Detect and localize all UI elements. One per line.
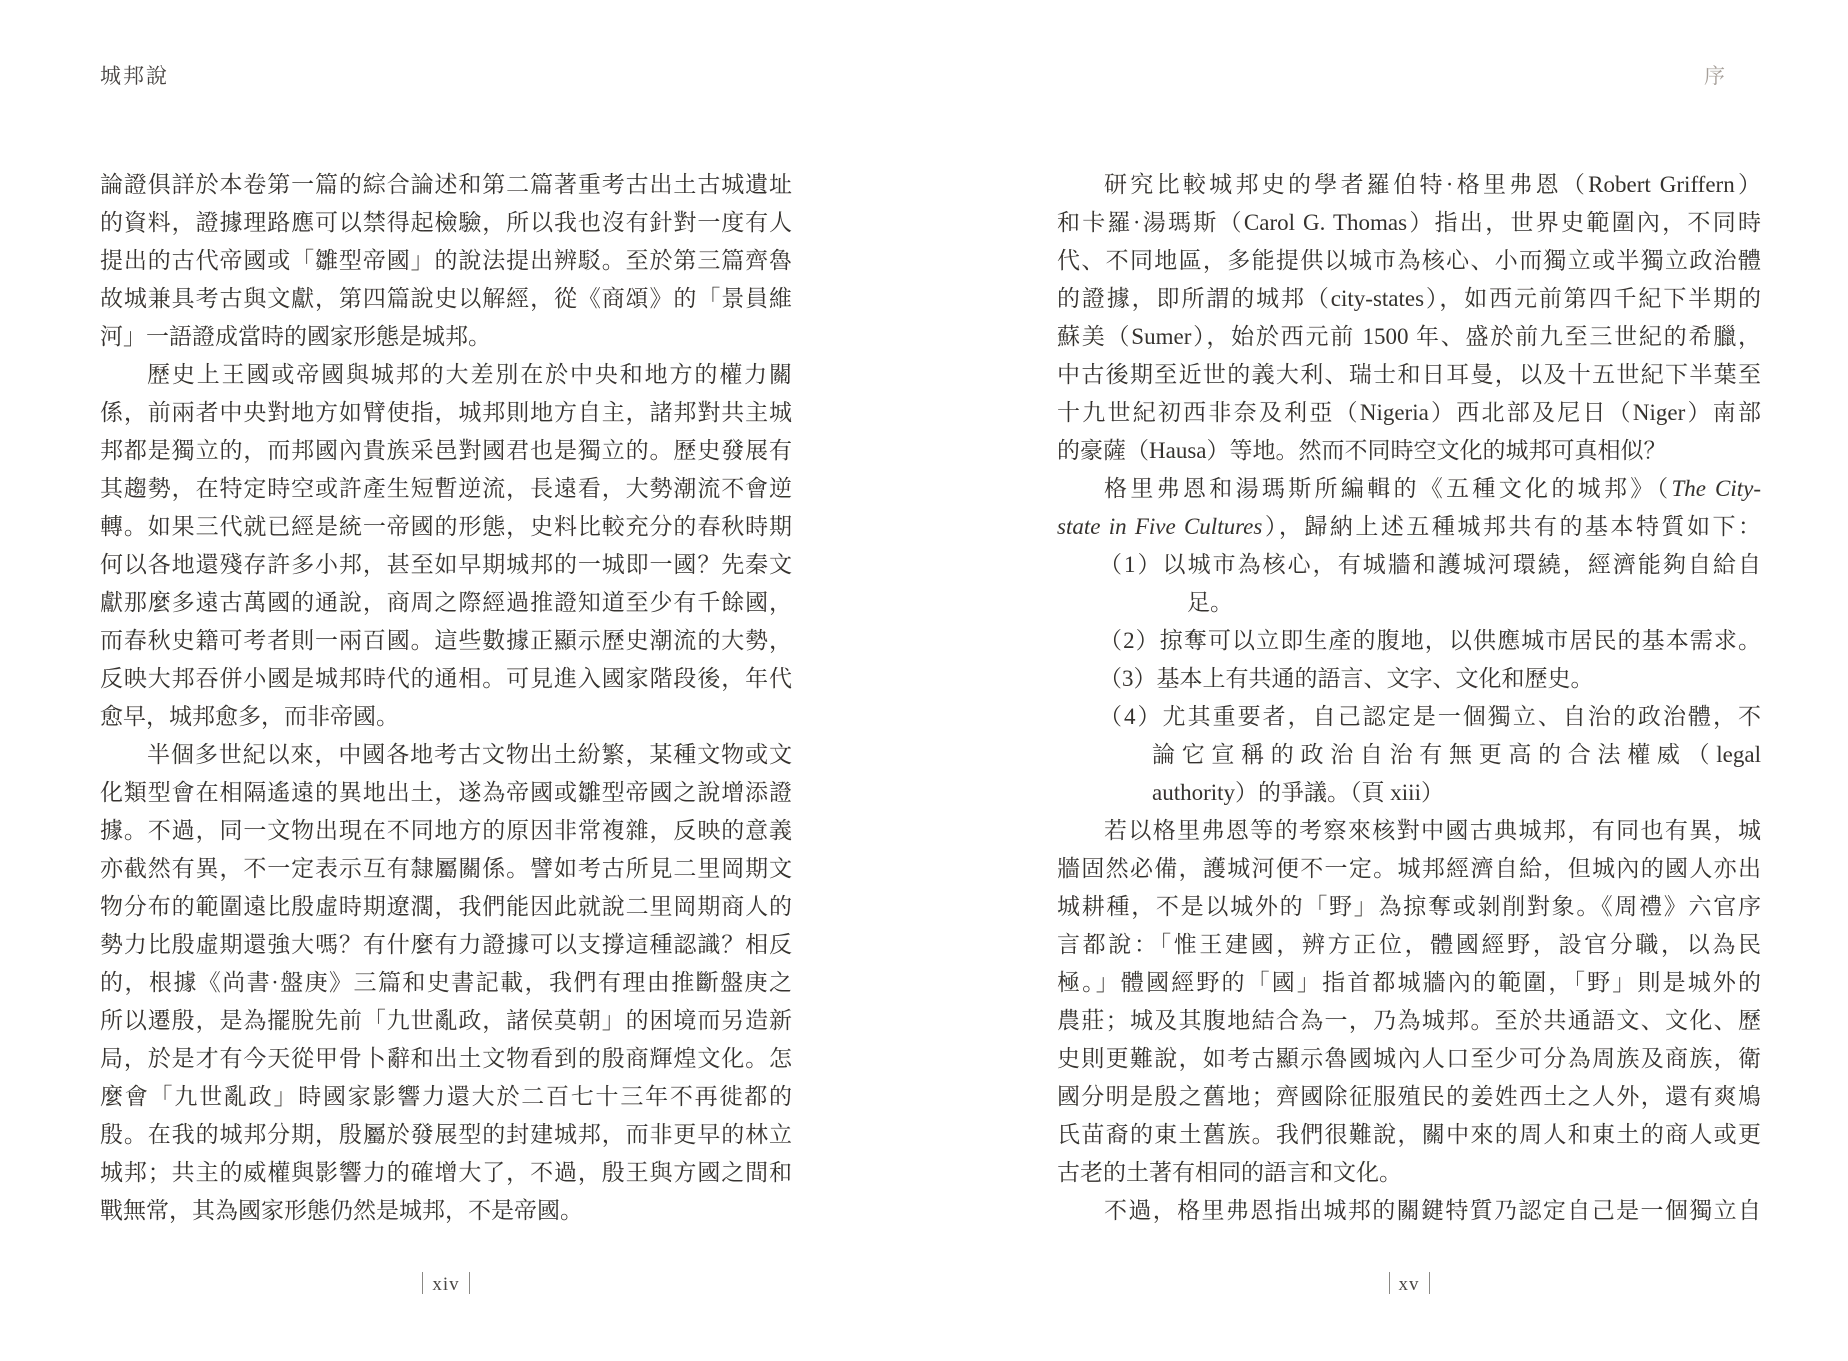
text-segment: 的證據，即所謂的城邦（city-states），如西元前第四千紀下半期的 xyxy=(1057,286,1761,311)
text-line xyxy=(100,242,792,280)
text-segment: 足。 xyxy=(1187,590,1233,615)
text-line xyxy=(1057,432,1761,470)
text-segment: 城耕種，不是以城外的「野」為掠奪或剝削對象。《周禮》六官序 xyxy=(1057,894,1761,919)
text-segment: 愈早，城邦愈多，而非帝國。 xyxy=(100,704,399,729)
text-line xyxy=(1057,166,1761,204)
text-segment: 和卡羅·湯瑪斯（Carol G. Thomas）指出，世界史範圍內，不同時 xyxy=(1057,210,1761,235)
text-segment: 麼會「九世亂政」時國家影響力還大於二百七十三年不再徙都的 xyxy=(100,1084,792,1109)
text-line xyxy=(1057,888,1761,926)
text-segment: ），歸納上述五種城邦共有的基本特質如下： xyxy=(1262,514,1761,539)
page-number-text: xv xyxy=(1398,1274,1420,1295)
text-line xyxy=(1057,622,1761,660)
text-segment: 論證俱詳於本卷第一篇的綜合論述和第二篇著重考古出土古城遺址 xyxy=(100,172,792,197)
page-number-divider xyxy=(1389,1272,1390,1294)
text-line xyxy=(100,698,792,736)
text-segment: 半個多世紀以來，中國各地考古文物出土紛繁，某種文物或文 xyxy=(147,742,792,767)
text-segment: 而春秋史籍可考者則一兩百國。這些數據正顯示歷史潮流的大勢， xyxy=(100,628,792,653)
text-segment: 物分布的範圍遠比殷虛時期遼濶，我們能因此就說二里岡期商人的 xyxy=(100,894,792,919)
text-line xyxy=(1057,356,1761,394)
text-segment: 論它宣稱的政治自治有無更高的合法權威（legal xyxy=(1152,742,1761,767)
text-line xyxy=(1057,394,1761,432)
text-segment: 牆固然必備，護城河便不一定。城邦經濟自給，但城內的國人亦出 xyxy=(1057,856,1761,881)
text-segment: 氏苗裔的東土舊族。我們很難說，關中來的周人和東土的商人或更 xyxy=(1057,1122,1761,1147)
text-segment: 的，根據《尚書·盤庚》三篇和史書記載，我們有理由推斷盤庚之 xyxy=(100,970,792,995)
text-line xyxy=(1057,584,1761,622)
text-segment: 轉。如果三代就已經是統一帝國的形態，史料比較充分的春秋時期 xyxy=(100,514,792,539)
text-segment: （2）掠奪可以立即生產的腹地，以供應城市居民的基本需求。 xyxy=(1099,628,1761,653)
text-segment: 何以各地還殘存許多小邦，甚至如早期城邦的一城即一國？先秦文 xyxy=(100,552,792,577)
text-segment: 提出的古代帝國或「雛型帝國」的說法提出辨駁。至於第三篇齊魯 xyxy=(100,248,792,273)
text-line xyxy=(100,736,792,774)
text-line xyxy=(100,1192,792,1230)
page-number-divider xyxy=(1429,1272,1430,1294)
text-segment: 十九世紀初西非奈及利亞（Nigeria）西北部及尼日（Niger）南部 xyxy=(1057,400,1761,425)
text-line xyxy=(1057,242,1761,280)
text-line xyxy=(100,356,792,394)
text-line xyxy=(100,432,792,470)
text-line xyxy=(1057,850,1761,888)
book-page-left xyxy=(100,0,792,1361)
text-line xyxy=(1057,318,1761,356)
text-line xyxy=(1057,698,1761,736)
book-page-right xyxy=(1057,0,1761,1361)
text-line xyxy=(100,546,792,584)
text-segment: 亦截然有異，不一定表示互有隸屬關係。譬如考古所見二里岡期文 xyxy=(100,856,792,881)
running-header-right: 序 xyxy=(1704,64,1727,88)
page-number-text: xiv xyxy=(432,1274,460,1295)
text-segment: 古老的土著有相同的語言和文化。 xyxy=(1057,1160,1402,1185)
text-line xyxy=(100,508,792,546)
text-line xyxy=(100,204,792,242)
text-segment: 局，於是才有今天從甲骨卜辭和出土文物看到的殷商輝煌文化。怎 xyxy=(100,1046,792,1071)
text-line xyxy=(1057,1116,1761,1154)
text-segment: 歷史上王國或帝國與城邦的大差別在於中央和地方的權力關 xyxy=(147,362,792,387)
text-line xyxy=(1057,204,1761,242)
text-line xyxy=(1057,736,1761,774)
text-line xyxy=(1057,546,1761,584)
text-line xyxy=(100,926,792,964)
text-line xyxy=(100,166,792,204)
text-segment: 據。不過，同一文物出現在不同地方的原因非常複雜，反映的意義 xyxy=(100,818,792,843)
text-segment: （3）基本上有共通的語言、文字、文化和歷史。 xyxy=(1099,666,1594,691)
text-segment: 河」一語證成當時的國家形態是城邦。 xyxy=(100,324,491,349)
text-line xyxy=(1057,470,1761,508)
text-segment: 勢力比殷虛期還強大嗎？有什麼有力證據可以支撐這種認識？相反 xyxy=(100,932,792,957)
text-segment: 言都說：「惟王建國，辨方正位，體國經野，設官分職，以為民 xyxy=(1057,932,1761,957)
page-right-lines xyxy=(1057,166,1761,1230)
text-segment: 不過，格里弗恩指出城邦的關鍵特質乃認定自己是一個獨立自 xyxy=(1104,1198,1761,1223)
text-line xyxy=(1057,280,1761,318)
text-segment: 所以遷殷，是為擺脫先前「九世亂政，諸侯莫朝」的困境而另造新 xyxy=(100,1008,792,1033)
text-segment: 中古後期至近世的義大利、瑞士和日耳曼，以及十五世紀下半葉至 xyxy=(1057,362,1761,387)
text-line xyxy=(100,850,792,888)
text-line xyxy=(1057,1192,1761,1230)
text-segment: 研究比較城邦史的學者羅伯特·格里弗恩（Robert Griffern） xyxy=(1104,172,1761,197)
text-segment: 極。」體國經野的「國」指首都城牆內的範圍，「野」則是城外的 xyxy=(1057,970,1761,995)
text-segment: 戰無常，其為國家形態仍然是城邦，不是帝國。 xyxy=(100,1198,583,1223)
text-segment: 係，前兩者中央對地方如臂使指，城邦則地方自主，諸邦對共主城 xyxy=(100,400,792,425)
text-segment: 故城兼具考古與文獻，第四篇說史以解經，從《商頌》的「景員維 xyxy=(100,286,792,311)
text-line xyxy=(100,318,792,356)
text-segment: 殷。在我的城邦分期，殷屬於發展型的封建城邦，而非更早的林立 xyxy=(100,1122,792,1147)
text-line xyxy=(100,774,792,812)
text-line xyxy=(1057,1078,1761,1116)
text-line xyxy=(100,1078,792,1116)
text-segment: 格里弗恩和湯瑪斯所編輯的《五種文化的城邦》（ xyxy=(1104,476,1672,501)
text-line xyxy=(1057,926,1761,964)
text-line xyxy=(100,584,792,622)
text-line xyxy=(1057,774,1761,812)
page-number-left xyxy=(100,1272,792,1296)
text-line xyxy=(100,280,792,318)
text-line xyxy=(100,1002,792,1040)
text-line xyxy=(100,660,792,698)
italic-text: The City- xyxy=(1671,476,1761,501)
text-segment: 的資料，證據理路應可以禁得起檢驗，所以我也沒有針對一度有人 xyxy=(100,210,792,235)
page-number-divider xyxy=(422,1272,423,1294)
text-segment: 農莊；城及其腹地結合為一，乃為城邦。至於共通語文、文化、歷 xyxy=(1057,1008,1761,1033)
text-segment: 的豪薩（Hausa）等地。然而不同時空文化的城邦可真相似？ xyxy=(1057,438,1667,463)
text-segment: 史則更難說，如考古顯示魯國城內人口至少可分為周族及商族，衛 xyxy=(1057,1046,1761,1071)
text-segment: 反映大邦吞併小國是城邦時代的通相。可見進入國家階段後，年代 xyxy=(100,666,792,691)
page-left-lines xyxy=(100,166,792,1230)
text-segment: authority）的爭議。（頁 xiii） xyxy=(1152,780,1444,805)
text-line xyxy=(1057,812,1761,850)
text-segment: 獻那麼多遠古萬國的通說，商周之際經過推證知道至少有千餘國， xyxy=(100,590,792,615)
italic-text: state in Five Cultures xyxy=(1057,514,1263,539)
text-segment: （4）尤其重要者，自己認定是一個獨立、自治的政治體，不 xyxy=(1099,704,1761,729)
text-line xyxy=(1057,1002,1761,1040)
text-segment: 代、不同地區，多能提供以城市為核心、小而獨立或半獨立政治體 xyxy=(1057,248,1761,273)
text-line xyxy=(1057,508,1761,546)
text-line xyxy=(100,1116,792,1154)
text-line xyxy=(100,812,792,850)
text-line xyxy=(1057,1040,1761,1078)
text-segment: 蘇美（Sumer），始於西元前 1500 年、盛於前九至三世紀的希臘， xyxy=(1057,324,1761,349)
page-number-divider xyxy=(469,1272,470,1294)
running-header-left: 城邦說 xyxy=(100,64,169,88)
text-line xyxy=(1057,964,1761,1002)
text-segment: （1）以城市為核心，有城牆和護城河環繞，經濟能夠自給自 xyxy=(1099,552,1761,577)
text-line xyxy=(100,1154,792,1192)
text-line xyxy=(100,394,792,432)
text-segment: 化類型會在相隔遙遠的異地出土，遂為帝國或雛型帝國之說增添證 xyxy=(100,780,792,805)
page-number-right xyxy=(1057,1272,1761,1296)
text-line xyxy=(1057,660,1761,698)
text-segment: 若以格里弗恩等的考察來核對中國古典城邦，有同也有異，城 xyxy=(1104,818,1761,843)
text-segment: 邦都是獨立的，而邦國內貴族采邑對國君也是獨立的。歷史發展有 xyxy=(100,438,792,463)
text-line xyxy=(100,470,792,508)
text-segment: 國分明是殷之舊地；齊國除征服殖民的姜姓西土之人外，還有爽鳩 xyxy=(1057,1084,1761,1109)
text-segment: 城邦；共主的威權與影響力的確增大了，不過，殷王與方國之間和 xyxy=(100,1160,792,1185)
text-segment: 其趨勢，在特定時空或許產生短暫逆流，長遠看，大勢潮流不會逆 xyxy=(100,476,792,501)
text-line xyxy=(100,1040,792,1078)
text-line xyxy=(100,888,792,926)
text-line xyxy=(100,622,792,660)
text-line xyxy=(100,964,792,1002)
text-line xyxy=(1057,1154,1761,1192)
